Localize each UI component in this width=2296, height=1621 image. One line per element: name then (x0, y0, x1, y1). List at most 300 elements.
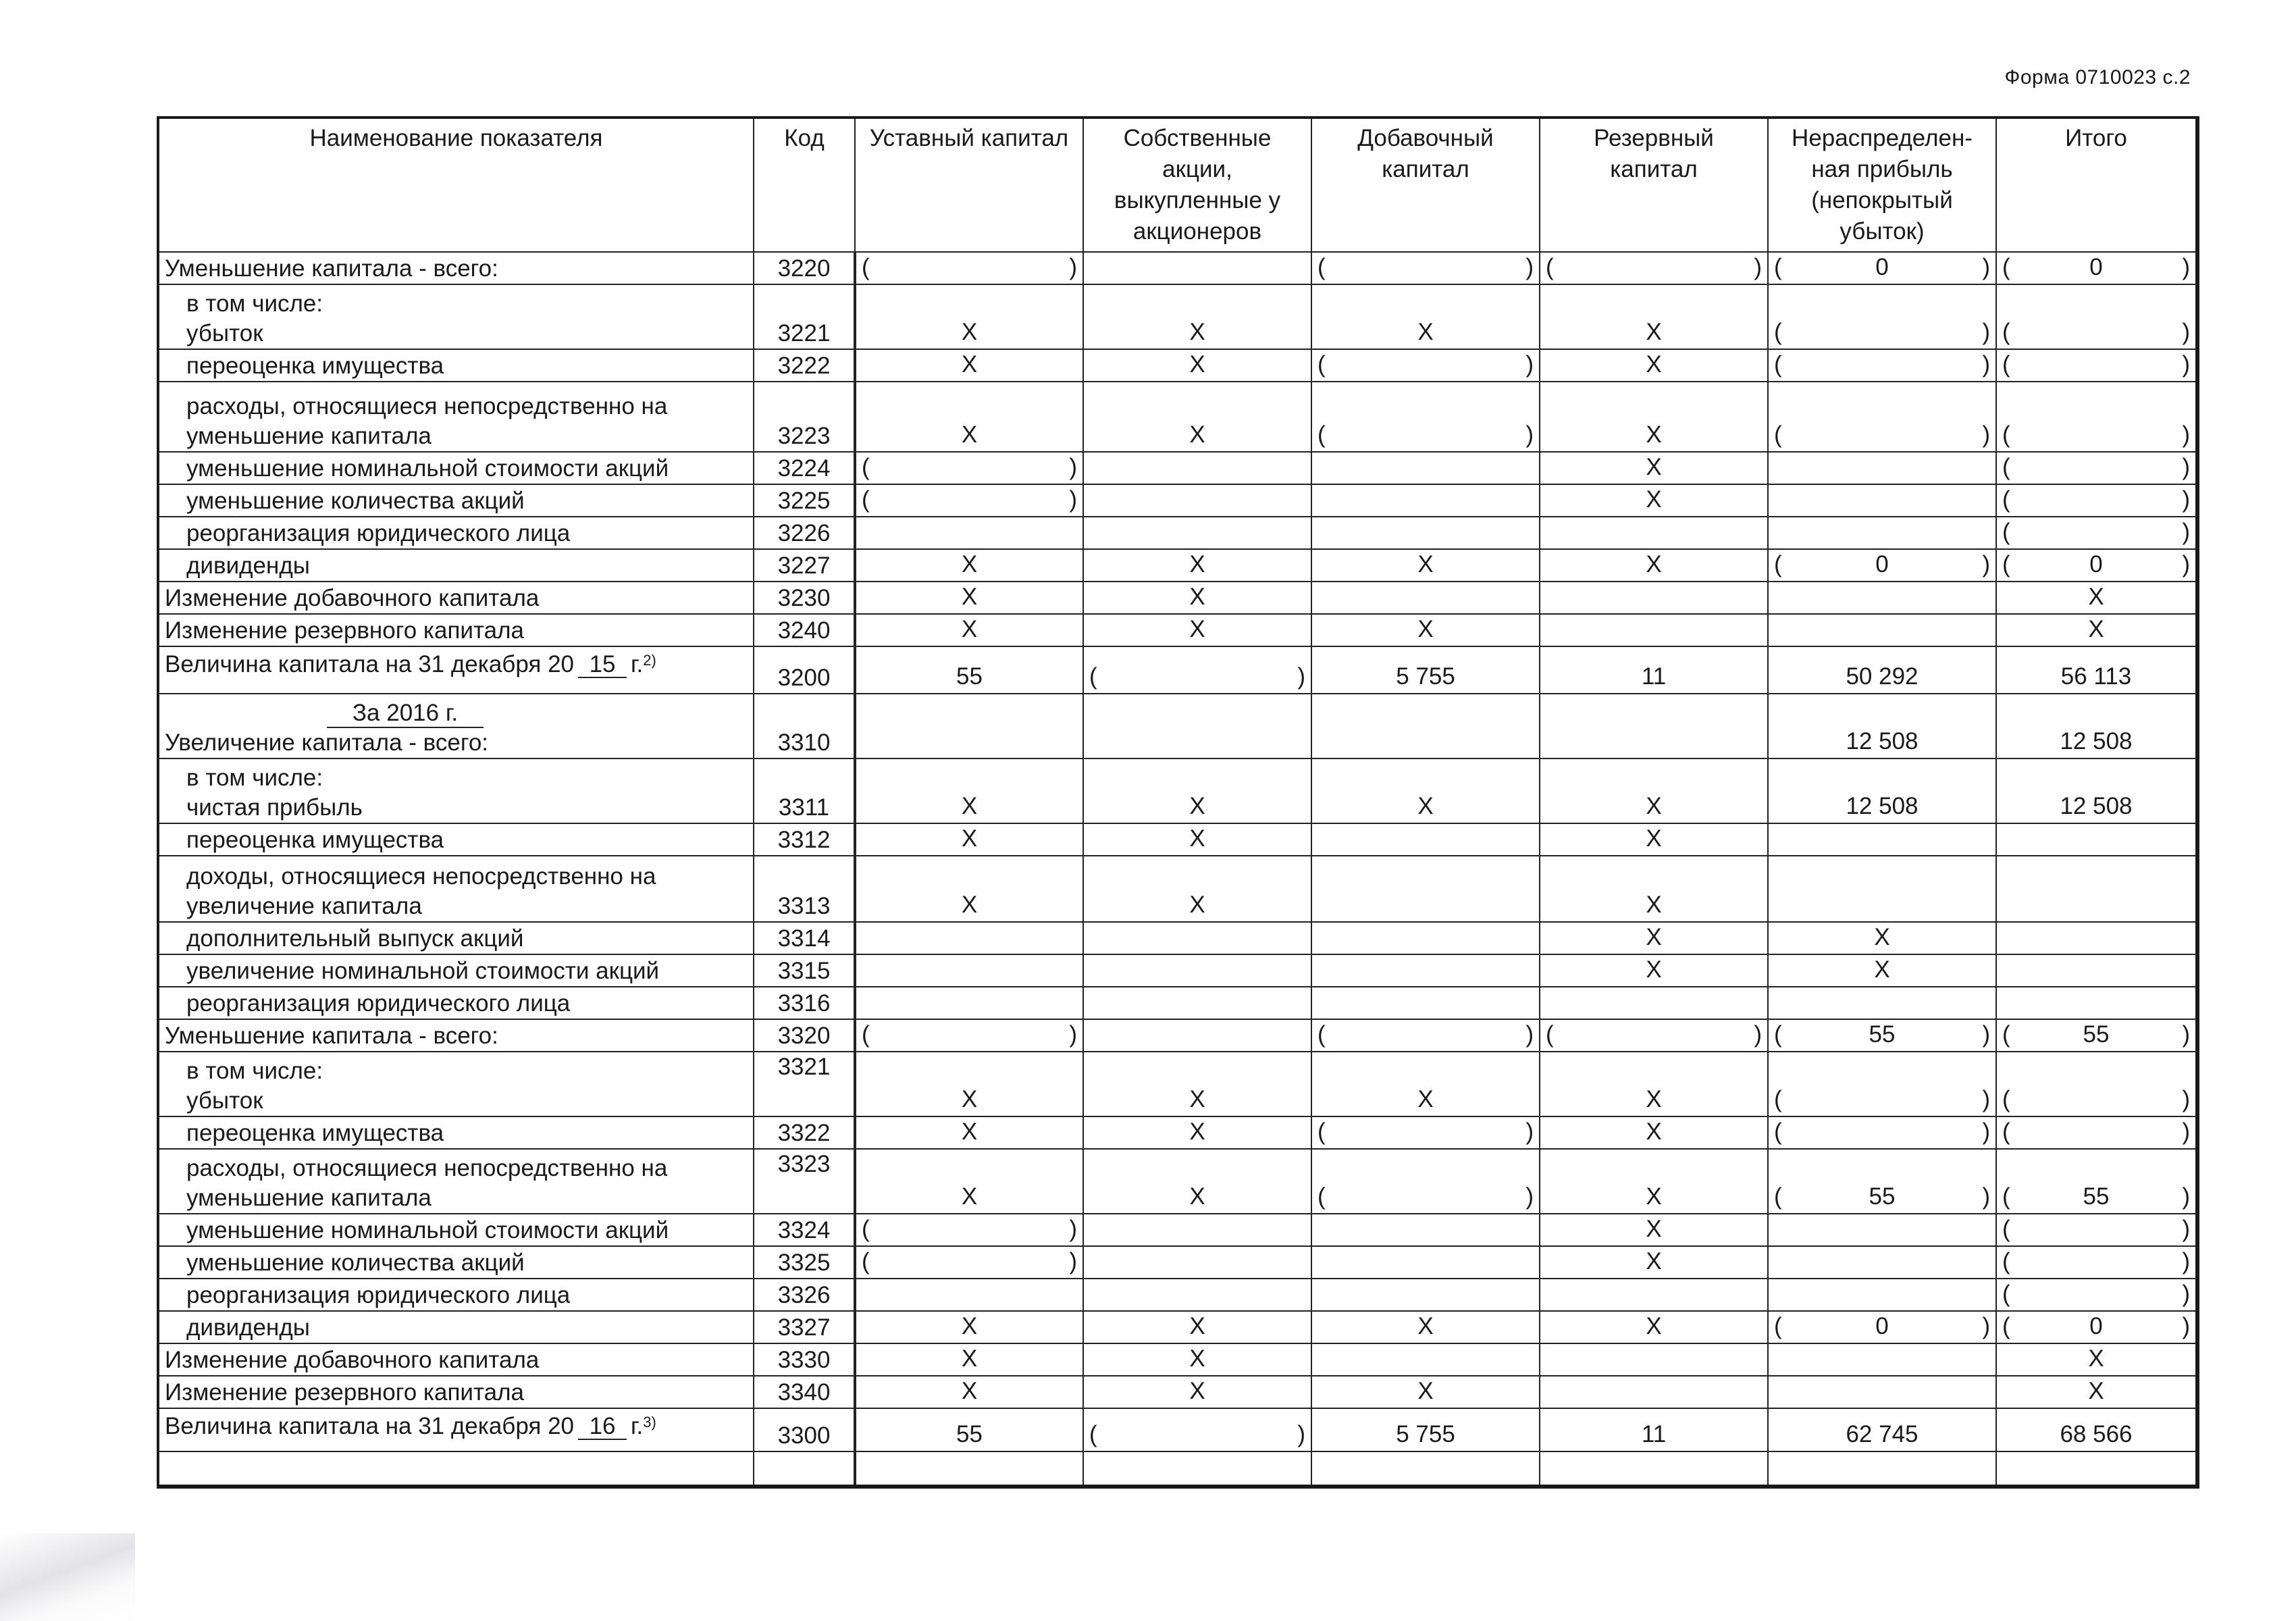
close-paren: ) (1525, 1183, 1534, 1210)
cell-ustavny: X (855, 856, 1083, 922)
close-paren: ) (2182, 1216, 2190, 1242)
cell-neraspr (1768, 987, 1996, 1019)
cell-sobstvennye (1083, 484, 1311, 517)
cell-neraspr (1768, 1116, 1996, 1149)
cell-itogo (1996, 1214, 2197, 1246)
cell-itogo (1996, 382, 2197, 452)
cell-dobav (1311, 517, 1540, 549)
cell-sobstvennye: X (1083, 1311, 1311, 1343)
line-code: 3326 (754, 1279, 855, 1311)
open-paren: ( (1317, 1021, 1326, 1048)
open-paren: ( (2002, 351, 2010, 378)
empty-cell (1996, 1451, 2197, 1487)
table-row-3330 (158, 1343, 2197, 1376)
cell-neraspr (1768, 1019, 1996, 1052)
indicator-name: Уменьшение капитала - всего: (158, 252, 754, 284)
open-paren: ( (1774, 1183, 1782, 1210)
empty-cell (1311, 1451, 1540, 1487)
cell-itogo (1996, 954, 2197, 987)
cell-neraspr (1768, 1279, 1996, 1311)
cell-dobav (1311, 349, 1540, 382)
cell-dobav (1311, 1019, 1540, 1052)
table-row-3222 (158, 349, 2197, 382)
cell-itogo (1996, 1149, 2197, 1214)
cell-ustavny: 55 (855, 1408, 1083, 1451)
cell-rezerv: X (1540, 349, 1768, 382)
cell-rezerv: 11 (1540, 1408, 1768, 1451)
cell-itogo: 68 566 (1996, 1408, 2197, 1451)
empty-cell (1768, 1451, 1996, 1487)
cell-neraspr (1768, 382, 1996, 452)
cell-rezerv (1540, 1376, 1768, 1408)
open-paren: ( (1546, 254, 1554, 280)
cell-dobav: 5 755 (1311, 646, 1540, 694)
close-paren: ) (1982, 1313, 1990, 1339)
bracketed-value: 55 (1869, 1183, 1896, 1210)
close-paren: ) (2182, 1313, 2190, 1339)
cell-neraspr (1768, 284, 1996, 349)
close-paren: ) (1297, 663, 1305, 690)
table-row-3324 (158, 1214, 2197, 1246)
cell-itogo (1996, 1246, 2197, 1279)
cell-dobav (1311, 694, 1540, 758)
table-row-3300 (158, 1408, 2197, 1451)
open-paren: ( (2002, 1118, 2010, 1145)
cell-neraspr (1768, 1149, 1996, 1214)
cell-rezerv (1540, 582, 1768, 614)
open-paren: ( (862, 454, 870, 480)
open-paren: ( (2002, 1281, 2010, 1307)
close-paren: ) (1069, 1021, 1077, 1048)
cell-itogo (1996, 517, 2197, 549)
table-row-3323 (158, 1149, 2197, 1214)
cell-rezerv: X (1540, 954, 1768, 987)
line-code: 3327 (754, 1311, 855, 1343)
cell-ustavny: X (855, 614, 1083, 646)
close-paren: ) (1982, 421, 1990, 448)
cell-sobstvennye (1083, 694, 1311, 758)
cell-ustavny (855, 922, 1083, 954)
empty-cell (754, 1451, 855, 1487)
cell-dobav: X (1311, 284, 1540, 349)
cell-rezerv: X (1540, 823, 1768, 856)
cell-itogo (1996, 284, 2197, 349)
cell-ustavny: X (855, 823, 1083, 856)
close-paren: ) (1525, 254, 1534, 280)
cell-itogo (1996, 252, 2197, 284)
table-row-3325 (158, 1246, 2197, 1279)
cell-itogo: 12 508 (1996, 694, 2197, 758)
open-paren: ( (862, 1021, 870, 1048)
cell-neraspr (1768, 517, 1996, 549)
open-paren: ( (1774, 551, 1782, 577)
indicator-name: переоценка имущества (158, 1116, 754, 1149)
table-row-3225 (158, 484, 2197, 517)
line-code: 3314 (754, 922, 855, 954)
open-paren: ( (1774, 254, 1782, 280)
form-number: Форма 0710023 с.2 (2004, 66, 2191, 88)
cell-ustavny: 55 (855, 646, 1083, 694)
indicator-name: Величина капитала на 31 декабря 20 15 г.$^{2)}$ (158, 646, 754, 694)
open-paren: ( (2002, 1183, 2010, 1210)
cell-ustavny (855, 1279, 1083, 1311)
header-sobstvennye: Собственные акции, выкупленные у акционеров (1083, 118, 1311, 252)
table-row-3316 (158, 987, 2197, 1019)
table-row-3312 (158, 823, 2197, 856)
cell-ustavny (855, 954, 1083, 987)
cell-rezerv: X (1540, 549, 1768, 582)
close-paren: ) (1982, 254, 1990, 280)
cell-sobstvennye: X (1083, 856, 1311, 922)
indicator-name: дивиденды (158, 549, 754, 582)
cell-neraspr (1768, 823, 1996, 856)
close-paren: ) (1069, 454, 1077, 480)
cell-dobav: X (1311, 614, 1540, 646)
open-paren: ( (862, 1216, 870, 1242)
open-paren: ( (1774, 1313, 1782, 1339)
cell-ustavny: X (855, 284, 1083, 349)
cell-sobstvennye (1083, 1019, 1311, 1052)
close-paren: ) (2182, 1183, 2190, 1210)
open-paren: ( (2002, 1216, 2010, 1242)
line-code: 3315 (754, 954, 855, 987)
cell-itogo (1996, 349, 2197, 382)
line-code: 3300 (754, 1408, 855, 1451)
close-paren: ) (1525, 1021, 1534, 1048)
cell-ustavny (855, 252, 1083, 284)
cell-ustavny (855, 987, 1083, 1019)
indicator-name: дивиденды (158, 1311, 754, 1343)
empty-cell (1540, 1451, 1768, 1487)
indicator-name: доходы, относящиеся непосредственно на увеличение капитала (158, 856, 754, 922)
cell-neraspr: 62 745 (1768, 1408, 1996, 1451)
indicator-name: Изменение добавочного капитала (158, 582, 754, 614)
cell-dobav (1311, 252, 1540, 284)
indicator-name: реорганизация юридического лица (158, 987, 754, 1019)
indicator-name: уменьшение номинальной стоимости акций (158, 452, 754, 484)
cell-itogo: X (1996, 614, 2197, 646)
table-row-3200 (158, 646, 2197, 694)
indicator-name: Изменение резервного капитала (158, 1376, 754, 1408)
bracketed-value: 55 (1869, 1021, 1896, 1048)
close-paren: ) (1525, 421, 1534, 448)
indicator-name: переоценка имущества (158, 349, 754, 382)
open-paren: ( (2002, 421, 2010, 448)
close-paren: ) (1069, 254, 1077, 280)
cell-sobstvennye (1083, 452, 1311, 484)
indicator-name: расходы, относящиеся непосредственно на уменьшение капитала (158, 1149, 754, 1214)
cell-ustavny (855, 452, 1083, 484)
cell-ustavny: X (855, 1376, 1083, 1408)
cell-dobav (1311, 987, 1540, 1019)
header-dobavochny: Добавочный капитал (1311, 118, 1540, 252)
cell-ustavny: X (855, 1052, 1083, 1116)
cell-rezerv: X (1540, 1311, 1768, 1343)
cell-neraspr (1768, 614, 1996, 646)
table-row-3311 (158, 758, 2197, 823)
cell-sobstvennye: X (1083, 382, 1311, 452)
cell-rezerv: X (1540, 856, 1768, 922)
cell-sobstvennye (1083, 954, 1311, 987)
cell-ustavny: X (855, 1311, 1083, 1343)
cell-itogo (1996, 1116, 2197, 1149)
line-code: 3322 (754, 1116, 855, 1149)
cell-ustavny: X (855, 549, 1083, 582)
line-code: 3230 (754, 582, 855, 614)
cell-sobstvennye (1083, 1408, 1311, 1451)
cell-rezerv (1540, 694, 1768, 758)
cell-sobstvennye: X (1083, 582, 1311, 614)
cell-neraspr (1768, 582, 1996, 614)
close-paren: ) (1525, 351, 1534, 378)
cell-sobstvennye (1083, 922, 1311, 954)
cell-neraspr: 50 292 (1768, 646, 1996, 694)
open-paren: ( (862, 1248, 870, 1275)
line-code: 3323 (754, 1149, 855, 1214)
cell-sobstvennye: X (1083, 823, 1311, 856)
close-paren: ) (2182, 454, 2190, 480)
line-code: 3312 (754, 823, 855, 856)
line-code: 3321 (754, 1052, 855, 1116)
table-row-3310 (158, 694, 2197, 758)
cell-sobstvennye: X (1083, 614, 1311, 646)
empty-cell (855, 1451, 1083, 1487)
table-row-3227 (158, 549, 2197, 582)
open-paren: ( (1774, 319, 1782, 345)
line-code: 3224 (754, 452, 855, 484)
table-row-empty (158, 1451, 2197, 1487)
cell-rezerv: X (1540, 1214, 1768, 1246)
cell-ustavny (855, 484, 1083, 517)
header-itogo: Итого (1996, 118, 2197, 252)
cell-rezerv: 11 (1540, 646, 1768, 694)
cell-rezerv (1540, 987, 1768, 1019)
cell-itogo (1996, 549, 2197, 582)
close-paren: ) (2182, 519, 2190, 545)
cell-itogo (1996, 823, 2197, 856)
line-code: 3200 (754, 646, 855, 694)
table-row-3226 (158, 517, 2197, 549)
table-row-3220 (158, 252, 2197, 284)
cell-itogo (1996, 484, 2197, 517)
cell-sobstvennye: X (1083, 549, 1311, 582)
table-row-3223 (158, 382, 2197, 452)
close-paren: ) (2182, 551, 2190, 577)
line-code: 3223 (754, 382, 855, 452)
table-row-3315 (158, 954, 2197, 987)
close-paren: ) (2182, 486, 2190, 513)
close-paren: ) (1069, 1248, 1077, 1275)
open-paren: ( (1546, 1021, 1554, 1048)
cell-ustavny: X (855, 382, 1083, 452)
close-paren: ) (1982, 1118, 1990, 1145)
indicator-name: реорганизация юридического лица (158, 1279, 754, 1311)
cell-dobav (1311, 484, 1540, 517)
indicator-name: Величина капитала на 31 декабря 20 16 г.$^{3)}$ (158, 1408, 754, 1451)
cell-neraspr: 12 508 (1768, 758, 1996, 823)
cell-rezerv (1540, 1279, 1768, 1311)
cell-ustavny (855, 1019, 1083, 1052)
cell-rezerv: X (1540, 284, 1768, 349)
open-paren: ( (1774, 351, 1782, 378)
close-paren: ) (1754, 254, 1762, 280)
cell-sobstvennye (1083, 1214, 1311, 1246)
close-paren: ) (2182, 421, 2190, 448)
cell-itogo (1996, 987, 2197, 1019)
line-code: 3325 (754, 1246, 855, 1279)
scan-corner-shadow (0, 1533, 135, 1621)
cell-ustavny (855, 1246, 1083, 1279)
open-paren: ( (1089, 1421, 1097, 1447)
indicator-name: в том числе: чистая прибыль (158, 758, 754, 823)
cell-rezerv: X (1540, 1149, 1768, 1214)
line-code: 3313 (754, 856, 855, 922)
cell-neraspr (1768, 1343, 1996, 1376)
line-code: 3220 (754, 252, 855, 284)
close-paren: ) (2182, 1086, 2190, 1112)
indicator-name: уменьшение номинальной стоимости акций (158, 1214, 754, 1246)
line-code: 3311 (754, 758, 855, 823)
cell-rezerv: X (1540, 1246, 1768, 1279)
cell-itogo (1996, 1311, 2197, 1343)
cell-itogo (1996, 1052, 2197, 1116)
line-code: 3227 (754, 549, 855, 582)
open-paren: ( (1317, 1118, 1326, 1145)
cell-ustavny (855, 1214, 1083, 1246)
cell-rezerv: X (1540, 484, 1768, 517)
cell-itogo: X (1996, 1343, 2197, 1376)
bracketed-value: 0 (2089, 1313, 2103, 1339)
indicator-name: Изменение резервного капитала (158, 614, 754, 646)
indicator-name: в том числе: убыток (158, 284, 754, 349)
period-heading: За 2016 г. (327, 700, 484, 728)
open-paren: ( (1774, 1021, 1782, 1048)
indicator-name: За 2016 г. Увеличение капитала - всего: (158, 694, 754, 758)
indicator-name: переоценка имущества (158, 823, 754, 856)
open-paren: ( (2002, 519, 2010, 545)
open-paren: ( (2002, 486, 2010, 513)
open-paren: ( (1317, 1183, 1326, 1210)
open-paren: ( (1774, 421, 1782, 448)
cell-neraspr (1768, 1214, 1996, 1246)
close-paren: ) (2182, 1118, 2190, 1145)
close-paren: ) (2182, 351, 2190, 378)
line-code: 3310 (754, 694, 855, 758)
cell-ustavny: X (855, 1343, 1083, 1376)
close-paren: ) (1297, 1421, 1305, 1447)
close-paren: ) (1525, 1118, 1534, 1145)
open-paren: ( (2002, 319, 2010, 345)
cell-sobstvennye (1083, 517, 1311, 549)
line-code: 3226 (754, 517, 855, 549)
open-paren: ( (2002, 551, 2010, 577)
cell-rezerv: X (1540, 758, 1768, 823)
cell-neraspr (1768, 549, 1996, 582)
cell-dobav (1311, 823, 1540, 856)
cell-sobstvennye (1083, 252, 1311, 284)
open-paren: ( (2002, 1086, 2010, 1112)
indicator-name: увеличение номинальной стоимости акций (158, 954, 754, 987)
line-code: 3221 (754, 284, 855, 349)
cell-neraspr (1768, 1376, 1996, 1408)
open-paren: ( (1774, 1086, 1782, 1112)
cell-neraspr: 12 508 (1768, 694, 1996, 758)
bracketed-value: 0 (1875, 551, 1889, 577)
empty-cell (158, 1451, 754, 1487)
open-paren: ( (2002, 1248, 2010, 1275)
cell-rezerv: X (1540, 1116, 1768, 1149)
line-code: 3324 (754, 1214, 855, 1246)
cell-dobav (1311, 1116, 1540, 1149)
table-row-3327 (158, 1311, 2197, 1343)
empty-cell (1083, 1451, 1311, 1487)
open-paren: ( (2002, 254, 2010, 280)
open-paren: ( (1317, 351, 1326, 378)
table-row-3240 (158, 614, 2197, 646)
close-paren: ) (1982, 551, 1990, 577)
close-paren: ) (1982, 1086, 1990, 1112)
table-row-3322 (158, 1116, 2197, 1149)
cell-sobstvennye: X (1083, 1343, 1311, 1376)
cell-itogo (1996, 1279, 2197, 1311)
cell-rezerv (1540, 614, 1768, 646)
table-row-3321 (158, 1052, 2197, 1116)
open-paren: ( (2002, 1313, 2010, 1339)
cell-neraspr: X (1768, 922, 1996, 954)
close-paren: ) (1982, 319, 1990, 345)
line-code: 3320 (754, 1019, 855, 1052)
cell-dobav (1311, 582, 1540, 614)
cell-rezerv (1540, 1019, 1768, 1052)
cell-rezerv: X (1540, 382, 1768, 452)
cell-itogo (1996, 856, 2197, 922)
indicator-name: Уменьшение капитала - всего: (158, 1019, 754, 1052)
close-paren: ) (1754, 1021, 1762, 1048)
cell-sobstvennye: X (1083, 1116, 1311, 1149)
cell-itogo: 56 113 (1996, 646, 2197, 694)
open-paren: ( (2002, 454, 2010, 480)
table-row-3314 (158, 922, 2197, 954)
cell-ustavny: X (855, 582, 1083, 614)
indicator-name: в том числе: убыток (158, 1052, 754, 1116)
indicator-name: реорганизация юридического лица (158, 517, 754, 549)
open-paren: ( (1774, 1118, 1782, 1145)
cell-sobstvennye: X (1083, 284, 1311, 349)
bracketed-value: 55 (2083, 1183, 2110, 1210)
cell-neraspr: X (1768, 954, 1996, 987)
cell-ustavny: X (855, 758, 1083, 823)
cell-neraspr (1768, 452, 1996, 484)
cell-dobav (1311, 1343, 1540, 1376)
close-paren: ) (2182, 1021, 2190, 1048)
indicator-name: Изменение добавочного капитала (158, 1343, 754, 1376)
cell-rezerv: X (1540, 452, 1768, 484)
cell-itogo: 12 508 (1996, 758, 2197, 823)
close-paren: ) (1982, 351, 1990, 378)
cell-neraspr (1768, 484, 1996, 517)
cell-ustavny: X (855, 1116, 1083, 1149)
cell-sobstvennye: X (1083, 349, 1311, 382)
table-row-3320 (158, 1019, 2197, 1052)
bracketed-value: 0 (2089, 551, 2103, 577)
line-code: 3316 (754, 987, 855, 1019)
open-paren: ( (1317, 421, 1326, 448)
cell-dobav: X (1311, 549, 1540, 582)
indicator-name: дополнительный выпуск акций (158, 922, 754, 954)
cell-neraspr (1768, 1052, 1996, 1116)
cell-dobav (1311, 452, 1540, 484)
capital-changes-table (157, 116, 2199, 1489)
